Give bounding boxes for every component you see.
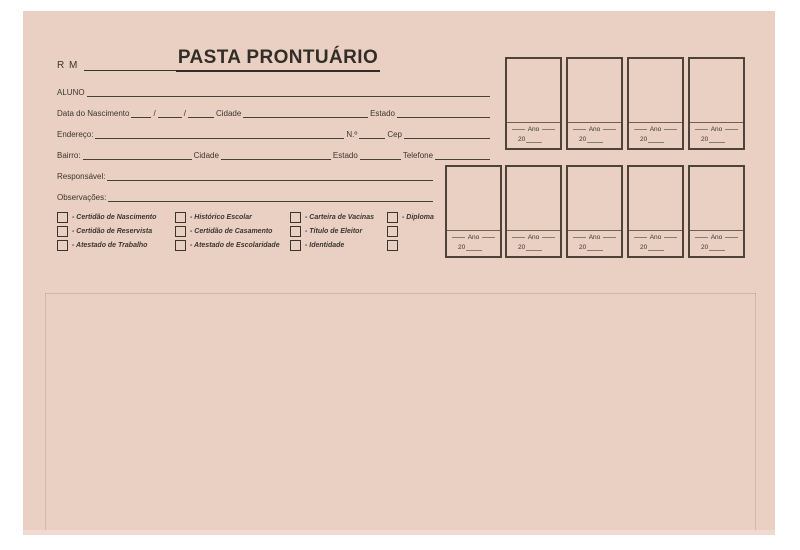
year-label: 20 [579, 244, 587, 251]
photo-box [688, 165, 745, 258]
photo-area [447, 167, 500, 231]
photo-box [627, 57, 684, 150]
ano-row [629, 123, 682, 136]
field-nascimento-cidade-estado [57, 105, 490, 118]
checkbox [290, 226, 301, 237]
field-responsavel [57, 168, 433, 181]
rm-field [57, 56, 180, 71]
blank-line [108, 188, 433, 202]
blank-line [452, 237, 465, 238]
checklist-item [387, 240, 449, 250]
year-row [507, 244, 560, 256]
year-row [690, 136, 743, 148]
blank-line [526, 136, 542, 143]
checklist-item [57, 240, 175, 250]
year-row [447, 244, 500, 256]
field-endereco [57, 126, 490, 139]
ano-row [507, 231, 560, 244]
bottom-fold [23, 530, 775, 535]
checklist-item [387, 212, 449, 222]
cidade2-label: Cidade [193, 151, 219, 160]
estado2-label: Estado [332, 151, 358, 160]
checkbox-label: - Atestado de Trabalho [72, 241, 148, 249]
date-slash: / [153, 109, 156, 118]
photo-box [566, 57, 623, 150]
blank-line [131, 104, 151, 118]
blank-line [359, 125, 385, 139]
year-row [629, 136, 682, 148]
blank-line [587, 244, 603, 251]
checkbox [175, 240, 186, 251]
checklist-item [290, 226, 387, 236]
ano-label: Ano [527, 126, 540, 133]
checklist-item [387, 226, 449, 236]
checklist-item [57, 226, 175, 236]
ano-label: Ano [649, 234, 662, 241]
photo-area [507, 59, 560, 123]
year-row [690, 244, 743, 256]
blank-line [648, 136, 664, 143]
checkbox [387, 212, 398, 223]
checkbox-label: - Histórico Escolar [190, 213, 252, 221]
checklist-item [57, 212, 175, 222]
photo-area [690, 167, 743, 231]
year-label: 20 [640, 136, 648, 143]
ano-row [447, 231, 500, 244]
blank-line [221, 146, 331, 160]
checklist-item [290, 212, 387, 222]
checkbox [290, 212, 301, 223]
ano-row [507, 123, 560, 136]
field-bairro [57, 147, 490, 160]
blank-line [709, 244, 725, 251]
documents-checklist [57, 212, 449, 250]
blank-line [603, 237, 616, 238]
photo-box [627, 165, 684, 258]
year-label: 20 [518, 244, 526, 251]
year-row [568, 244, 621, 256]
ano-row [690, 123, 743, 136]
ano-label: Ano [710, 234, 723, 241]
observacoes-label: Observações: [57, 193, 107, 202]
cep-label: Cep [387, 130, 402, 139]
blank-line [587, 136, 603, 143]
photo-box [445, 165, 502, 258]
numero-label: N.º [346, 130, 358, 139]
aluno-label: ALUNO [57, 88, 85, 97]
endereco-label: Endereço: [57, 130, 94, 139]
blank-line [664, 129, 677, 130]
checkbox-label: - Certidão de Casamento [190, 227, 273, 235]
year-row [568, 136, 621, 148]
blank-line [648, 244, 664, 251]
checkbox-label: - Certidão de Reservista [72, 227, 153, 235]
checkbox [57, 226, 68, 237]
year-label: 20 [640, 244, 648, 251]
photo-box [688, 57, 745, 150]
blank-line [107, 167, 433, 181]
pocket-seam-left [45, 293, 46, 533]
photo-area [568, 167, 621, 231]
blank-line [573, 129, 586, 130]
blank-line [695, 237, 708, 238]
rm-blank-line [84, 55, 180, 71]
rm-label: R M [57, 60, 79, 71]
ano-label: Ano [588, 126, 601, 133]
responsavel-label: Responsável: [57, 172, 106, 181]
checkbox [175, 226, 186, 237]
blank-line [83, 146, 192, 160]
blank-line [573, 237, 586, 238]
blank-line [397, 104, 490, 118]
checkbox [387, 226, 398, 237]
field-observacoes [57, 189, 433, 202]
checkbox [57, 212, 68, 223]
blank-line [634, 129, 647, 130]
blank-line [725, 237, 738, 238]
cidade-label: Cidade [215, 109, 242, 118]
blank-line [664, 237, 677, 238]
photo-area [507, 167, 560, 231]
blank-line [725, 129, 738, 130]
blank-line [634, 237, 647, 238]
year-label: 20 [518, 136, 526, 143]
checkbox [175, 212, 186, 223]
blank-line [695, 129, 708, 130]
ano-row [690, 231, 743, 244]
year-label: 20 [701, 244, 709, 251]
checklist-item [175, 226, 290, 236]
blank-line [542, 129, 555, 130]
year-row [629, 244, 682, 256]
checkbox-label: - Título de Eleitor [305, 227, 363, 235]
photo-area [690, 59, 743, 123]
ano-label: Ano [649, 126, 662, 133]
photo-box [505, 57, 562, 150]
checkbox [290, 240, 301, 251]
photo-area [629, 167, 682, 231]
ano-row [568, 123, 621, 136]
pocket-seam-right [755, 293, 756, 533]
blank-line [542, 237, 555, 238]
bairro-label: Bairro: [57, 151, 81, 160]
year-label: 20 [458, 244, 466, 251]
checkbox [57, 240, 68, 251]
blank-line [512, 237, 525, 238]
checkbox-label: - Certidão de Nascimento [72, 213, 157, 221]
field-aluno [57, 84, 490, 97]
checkbox-label: - Identidade [305, 241, 345, 249]
photo-box [505, 165, 562, 258]
blank-line [188, 104, 214, 118]
page-title: PASTA PRONTUÁRIO [176, 47, 380, 72]
blank-line [709, 136, 725, 143]
data-nascimento-label: Data do Nascimento [57, 109, 130, 118]
folder-envelope [23, 11, 775, 535]
title-wrap [173, 47, 383, 72]
checkbox-label: - Atestado de Escolaridade [190, 241, 280, 249]
blank-line [243, 104, 368, 118]
blank-line [603, 129, 616, 130]
checkbox [387, 240, 398, 251]
blank-line [466, 244, 482, 251]
ano-label: Ano [527, 234, 540, 241]
ano-label: Ano [467, 234, 480, 241]
blank-line [95, 125, 344, 139]
blank-line [482, 237, 495, 238]
ano-label: Ano [588, 234, 601, 241]
ano-label: Ano [710, 126, 723, 133]
year-label: 20 [579, 136, 587, 143]
year-label: 20 [701, 136, 709, 143]
checkbox-label: - Diploma [402, 213, 434, 221]
blank-line [360, 146, 401, 160]
photo-area [568, 59, 621, 123]
blank-line [404, 125, 490, 139]
blank-line [435, 146, 490, 160]
blank-line [512, 129, 525, 130]
year-row [507, 136, 560, 148]
blank-line [87, 83, 490, 97]
checklist-item [175, 240, 290, 250]
ano-row [629, 231, 682, 244]
date-slash: / [183, 109, 186, 118]
photo-box [566, 165, 623, 258]
blank-line [158, 104, 182, 118]
telefone-label: Telefone [402, 151, 434, 160]
ano-row [568, 231, 621, 244]
blank-line [526, 244, 542, 251]
photo-area [629, 59, 682, 123]
checklist-item [290, 240, 387, 250]
pocket-seam-top [45, 293, 756, 294]
checklist-item [175, 212, 290, 222]
checkbox-label: - Carteira de Vacinas [305, 213, 374, 221]
estado-label: Estado [370, 109, 395, 118]
